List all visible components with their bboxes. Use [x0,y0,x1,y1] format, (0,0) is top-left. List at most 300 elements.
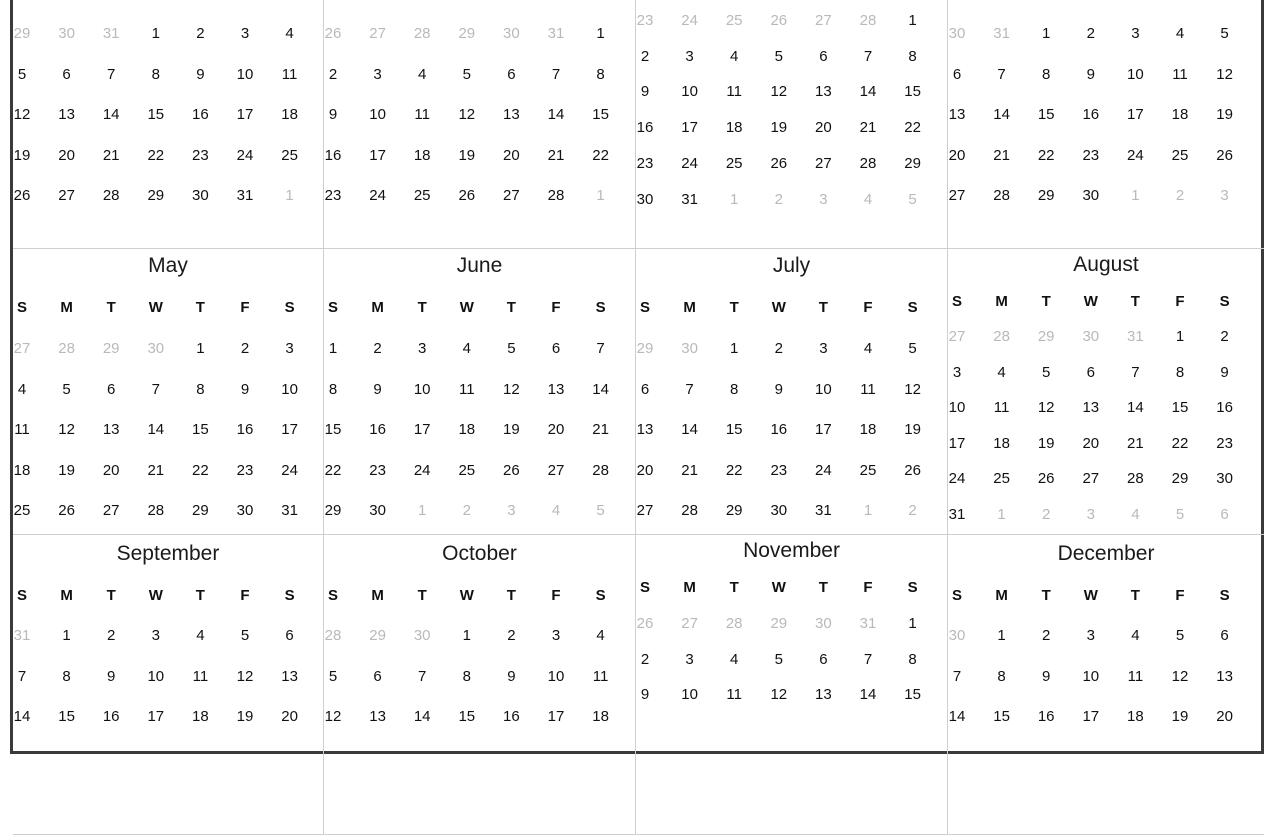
day-cell[interactable]: 15 [904,686,921,703]
day-cell-adjacent-month[interactable]: 5 [596,502,605,519]
day-cell-adjacent-month[interactable]: 31 [547,25,565,42]
day-cell[interactable]: 9 [774,380,783,398]
day-cell[interactable]: 1 [151,25,160,42]
day-cell[interactable]: 7 [107,65,116,83]
day-cell[interactable]: 28 [547,187,565,204]
day-cell[interactable]: 6 [373,667,382,685]
day-cell[interactable]: 15 [324,421,342,438]
day-cell[interactable]: 20 [102,461,120,479]
day-cell[interactable]: 29 [192,502,209,519]
day-cell[interactable]: 23 [192,146,209,164]
day-cell-adjacent-month[interactable]: 27 [13,340,31,357]
day-cell[interactable]: 25 [725,154,743,172]
day-cell[interactable]: 8 [196,380,205,398]
day-cell[interactable]: 2 [1042,627,1051,644]
day-cell[interactable]: 27 [948,187,966,204]
day-cell[interactable]: 21 [547,146,565,164]
day-cell[interactable]: 17 [681,119,698,137]
day-cell[interactable]: 10 [815,380,832,398]
day-cell[interactable]: 29 [147,187,165,204]
day-cell[interactable]: 5 [62,380,71,398]
day-cell[interactable]: 13 [1082,399,1100,416]
day-cell[interactable]: 26 [1037,470,1055,487]
day-cell[interactable]: 8 [730,380,739,398]
day-cell[interactable]: 24 [236,146,254,164]
day-cell-adjacent-month[interactable]: 29 [770,615,788,632]
day-cell[interactable]: 14 [948,708,966,725]
day-cell[interactable]: 16 [503,708,520,725]
day-cell-adjacent-month[interactable]: 27 [948,328,966,345]
day-cell[interactable]: 22 [592,146,609,164]
day-cell[interactable]: 14 [547,106,565,123]
day-cell[interactable]: 16 [324,146,342,164]
day-cell[interactable]: 29 [725,502,743,519]
day-cell-adjacent-month[interactable]: 26 [636,615,654,632]
day-cell[interactable]: 21 [102,146,120,164]
day-cell-adjacent-month[interactable]: 2 [774,190,783,208]
day-cell[interactable]: 4 [1131,627,1140,644]
day-cell[interactable]: 6 [551,340,561,357]
day-cell[interactable]: 9 [240,380,250,398]
day-cell[interactable]: 17 [815,421,832,438]
day-cell[interactable]: 22 [324,461,342,479]
day-cell[interactable]: 2 [196,25,205,42]
day-cell[interactable]: 4 [285,25,294,42]
day-cell-adjacent-month[interactable]: 30 [58,25,75,42]
day-cell[interactable]: 22 [147,146,165,164]
day-cell-adjacent-month[interactable]: 2 [908,502,917,519]
day-cell[interactable]: 5 [240,627,250,644]
day-cell-adjacent-month[interactable]: 28 [725,615,743,632]
day-cell[interactable]: 17 [948,434,966,452]
day-cell[interactable]: 15 [904,83,921,101]
day-cell[interactable]: 8 [151,65,160,83]
day-cell[interactable]: 28 [147,502,165,519]
day-cell[interactable]: 25 [458,461,476,479]
day-cell[interactable]: 31 [948,505,966,523]
day-cell-adjacent-month[interactable]: 6 [1220,505,1229,523]
day-cell[interactable]: 13 [102,421,120,438]
day-cell[interactable]: 6 [819,650,828,668]
day-cell[interactable]: 9 [1042,667,1051,685]
day-cell[interactable]: 14 [859,686,877,703]
day-cell[interactable]: 10 [281,380,298,398]
day-cell[interactable]: 15 [592,106,609,123]
day-cell[interactable]: 18 [1171,106,1189,123]
day-cell-adjacent-month[interactable]: 24 [681,12,698,29]
day-cell[interactable]: 7 [1131,363,1140,381]
day-cell[interactable]: 18 [993,434,1010,452]
day-cell[interactable]: 8 [1042,65,1051,83]
day-cell-adjacent-month[interactable]: 29 [636,340,654,357]
day-cell[interactable]: 10 [1082,667,1100,685]
day-cell[interactable]: 3 [952,363,962,381]
day-cell[interactable]: 29 [324,502,342,519]
day-cell[interactable]: 14 [993,106,1010,123]
day-cell[interactable]: 23 [324,187,342,204]
day-cell[interactable]: 13 [1216,667,1233,685]
day-cell[interactable]: 7 [551,65,561,83]
day-cell[interactable]: 19 [1171,708,1189,725]
day-cell[interactable]: 15 [725,421,743,438]
day-cell[interactable]: 7 [863,650,873,668]
day-cell[interactable]: 19 [1216,106,1233,123]
day-cell[interactable]: 6 [819,47,828,65]
day-cell[interactable]: 8 [462,667,471,685]
day-cell-adjacent-month[interactable]: 3 [819,190,828,208]
day-cell[interactable]: 21 [592,421,609,438]
day-cell[interactable]: 11 [14,421,30,438]
day-cell[interactable]: 30 [770,502,788,519]
day-cell[interactable]: 3 [1131,25,1140,42]
day-cell[interactable]: 5 [17,65,27,83]
day-cell[interactable]: 10 [1127,65,1144,83]
day-cell[interactable]: 8 [62,667,71,685]
day-cell[interactable]: 11 [592,667,609,685]
day-cell-adjacent-month[interactable]: 2 [1175,187,1185,204]
day-cell[interactable]: 18 [859,421,877,438]
day-cell[interactable]: 8 [908,650,917,668]
day-cell[interactable]: 20 [503,146,520,164]
day-cell[interactable]: 26 [58,502,75,519]
day-cell[interactable]: 16 [369,421,386,438]
day-cell[interactable]: 27 [102,502,120,519]
day-cell[interactable]: 1 [730,340,739,357]
day-cell[interactable]: 2 [1220,328,1229,345]
day-cell[interactable]: 2 [328,65,338,83]
day-cell[interactable]: 29 [1171,470,1189,487]
day-cell[interactable]: 18 [1127,708,1144,725]
day-cell[interactable]: 7 [997,65,1006,83]
day-cell[interactable]: 19 [904,421,921,438]
day-cell[interactable]: 10 [681,686,698,703]
day-cell[interactable]: 4 [730,650,739,668]
day-cell[interactable]: 1 [196,340,205,357]
day-cell[interactable]: 12 [58,421,75,438]
day-cell-adjacent-month[interactable]: 30 [1082,328,1100,345]
day-cell[interactable]: 27 [503,187,520,204]
day-cell[interactable]: 31 [681,190,698,208]
day-cell[interactable]: 20 [948,146,966,164]
day-cell[interactable]: 15 [458,708,476,725]
day-cell[interactable]: 25 [859,461,877,479]
day-cell-adjacent-month[interactable]: 28 [413,25,431,42]
day-cell[interactable]: 3 [551,627,561,644]
day-cell[interactable]: 2 [507,627,516,644]
day-cell[interactable]: 18 [13,461,31,479]
day-cell[interactable]: 1 [462,627,471,644]
day-cell[interactable]: 27 [636,502,654,519]
day-cell[interactable]: 3 [685,650,694,668]
day-cell[interactable]: 20 [281,708,298,725]
day-cell[interactable]: 11 [993,399,1010,416]
day-cell-adjacent-month[interactable]: 30 [147,340,165,357]
day-cell[interactable]: 1 [62,627,71,644]
day-cell[interactable]: 20 [636,461,654,479]
day-cell[interactable]: 14 [13,708,31,725]
day-cell[interactable]: 22 [1171,434,1189,452]
day-cell[interactable]: 24 [281,461,298,479]
day-cell[interactable]: 7 [685,380,694,398]
day-cell[interactable]: 15 [1171,399,1189,416]
day-cell[interactable]: 12 [13,106,31,123]
day-cell-adjacent-month[interactable]: 31 [1127,328,1144,345]
day-cell[interactable]: 25 [413,187,431,204]
day-cell-adjacent-month[interactable]: 27 [815,12,832,29]
day-cell[interactable]: 26 [458,187,476,204]
day-cell-adjacent-month[interactable]: 29 [369,627,386,644]
day-cell[interactable]: 30 [369,502,386,519]
day-cell[interactable]: 12 [904,380,921,398]
day-cell[interactable]: 4 [462,340,471,357]
day-cell[interactable]: 30 [636,190,654,208]
day-cell[interactable]: 21 [147,461,165,479]
day-cell[interactable]: 26 [503,461,520,479]
day-cell[interactable]: 1 [908,12,917,29]
day-cell-adjacent-month[interactable]: 30 [413,627,431,644]
day-cell[interactable]: 13 [58,106,75,123]
day-cell[interactable]: 15 [147,106,165,123]
day-cell[interactable]: 20 [58,146,75,164]
day-cell[interactable]: 24 [413,461,431,479]
day-cell[interactable]: 2 [1086,25,1095,42]
day-cell[interactable]: 12 [236,667,254,685]
day-cell-adjacent-month[interactable]: 29 [458,25,476,42]
day-cell[interactable]: 26 [770,154,788,172]
day-cell[interactable]: 3 [1086,627,1095,644]
day-cell-adjacent-month[interactable]: 30 [948,25,966,42]
day-cell[interactable]: 3 [418,340,427,357]
day-cell[interactable]: 28 [681,502,698,519]
day-cell[interactable]: 2 [107,627,116,644]
day-cell[interactable]: 5 [507,340,516,357]
day-cell-adjacent-month[interactable]: 28 [859,12,877,29]
day-cell[interactable]: 11 [459,380,475,398]
day-cell[interactable]: 16 [1082,106,1100,123]
day-cell[interactable]: 1 [328,340,338,357]
day-cell-adjacent-month[interactable]: 4 [863,190,873,208]
day-cell[interactable]: 10 [547,667,565,685]
day-cell[interactable]: 31 [236,187,254,204]
day-cell[interactable]: 28 [592,461,609,479]
day-cell-adjacent-month[interactable]: 29 [13,25,31,42]
day-cell[interactable]: 9 [373,380,382,398]
day-cell[interactable]: 30 [1082,187,1100,204]
day-cell[interactable]: 6 [62,65,71,83]
day-cell[interactable]: 30 [192,187,209,204]
day-cell[interactable]: 13 [636,421,654,438]
day-cell[interactable]: 6 [952,65,962,83]
day-cell[interactable]: 26 [13,187,31,204]
day-cell[interactable]: 30 [1216,470,1233,487]
day-cell[interactable]: 7 [151,380,160,398]
day-cell[interactable]: 11 [1172,65,1188,83]
day-cell[interactable]: 20 [547,421,565,438]
day-cell[interactable]: 14 [147,421,165,438]
day-cell-adjacent-month[interactable]: 1 [596,187,605,204]
day-cell-adjacent-month[interactable]: 29 [102,340,120,357]
day-cell[interactable]: 5 [774,650,783,668]
day-cell[interactable]: 28 [859,154,877,172]
day-cell[interactable]: 3 [373,65,382,83]
day-cell[interactable]: 15 [58,708,75,725]
day-cell[interactable]: 11 [281,65,298,83]
day-cell[interactable]: 1 [908,615,917,632]
day-cell[interactable]: 17 [147,708,165,725]
day-cell[interactable]: 13 [503,106,520,123]
day-cell[interactable]: 23 [770,461,788,479]
day-cell[interactable]: 20 [1082,434,1100,452]
day-cell[interactable]: 22 [1037,146,1055,164]
day-cell[interactable]: 19 [503,421,520,438]
day-cell[interactable]: 22 [725,461,743,479]
day-cell[interactable]: 24 [1127,146,1144,164]
day-cell[interactable]: 5 [908,340,917,357]
day-cell[interactable]: 24 [369,187,386,204]
day-cell[interactable]: 9 [328,106,338,123]
day-cell-adjacent-month[interactable]: 30 [948,627,966,644]
day-cell-adjacent-month[interactable]: 31 [13,627,31,644]
day-cell[interactable]: 12 [770,686,788,703]
day-cell[interactable]: 18 [281,106,298,123]
day-cell[interactable]: 27 [58,187,75,204]
day-cell[interactable]: 23 [1216,434,1233,452]
day-cell[interactable]: 9 [507,667,516,685]
day-cell[interactable]: 27 [815,154,832,172]
day-cell[interactable]: 1 [1175,328,1185,345]
day-cell[interactable]: 5 [1042,363,1051,381]
day-cell[interactable]: 4 [997,363,1006,381]
day-cell[interactable]: 28 [993,187,1010,204]
day-cell[interactable]: 7 [863,47,873,65]
day-cell[interactable]: 21 [1127,434,1144,452]
day-cell[interactable]: 24 [948,470,966,487]
day-cell[interactable]: 10 [147,667,165,685]
day-cell[interactable]: 31 [815,502,832,519]
day-cell[interactable]: 9 [1086,65,1095,83]
day-cell[interactable]: 4 [17,380,27,398]
day-cell[interactable]: 24 [815,461,832,479]
day-cell[interactable]: 13 [815,83,832,101]
day-cell[interactable]: 8 [596,65,605,83]
day-cell[interactable]: 21 [993,146,1010,164]
day-cell[interactable]: 2 [373,340,382,357]
day-cell[interactable]: 29 [904,154,921,172]
day-cell[interactable]: 1 [1042,25,1051,42]
day-cell[interactable]: 11 [414,106,430,123]
day-cell[interactable]: 3 [151,627,160,644]
day-cell[interactable]: 14 [413,708,431,725]
day-cell[interactable]: 14 [1127,399,1144,416]
day-cell[interactable]: 16 [102,708,120,725]
day-cell-adjacent-month[interactable]: 31 [859,615,877,632]
day-cell[interactable]: 10 [948,399,966,416]
day-cell[interactable]: 9 [196,65,205,83]
day-cell[interactable]: 6 [1220,627,1229,644]
day-cell[interactable]: 12 [1216,65,1233,83]
day-cell[interactable]: 14 [592,380,609,398]
day-cell[interactable]: 16 [770,421,788,438]
day-cell[interactable]: 7 [17,667,27,685]
day-cell[interactable]: 25 [281,146,298,164]
day-cell[interactable]: 27 [547,461,565,479]
day-cell[interactable]: 28 [102,187,120,204]
day-cell[interactable]: 19 [58,461,75,479]
day-cell-adjacent-month[interactable]: 30 [503,25,520,42]
day-cell[interactable]: 6 [107,380,116,398]
day-cell[interactable]: 9 [640,83,650,101]
day-cell[interactable]: 10 [413,380,431,398]
day-cell-adjacent-month[interactable]: 2 [1042,505,1051,523]
day-cell[interactable]: 19 [13,146,31,164]
day-cell-adjacent-month[interactable]: 29 [1037,328,1055,345]
day-cell[interactable]: 17 [1082,708,1100,725]
day-cell[interactable]: 11 [860,380,876,398]
day-cell[interactable]: 17 [1127,106,1144,123]
day-cell-adjacent-month[interactable]: 3 [1220,187,1229,204]
day-cell[interactable]: 5 [774,47,783,65]
day-cell[interactable]: 18 [725,119,743,137]
day-cell[interactable]: 24 [681,154,698,172]
day-cell-adjacent-month[interactable]: 31 [993,25,1010,42]
day-cell[interactable]: 4 [863,340,873,357]
day-cell-adjacent-month[interactable]: 30 [681,340,698,357]
day-cell[interactable]: 11 [1127,667,1144,685]
day-cell[interactable]: 28 [1127,470,1144,487]
day-cell[interactable]: 5 [462,65,471,83]
day-cell[interactable]: 16 [236,421,254,438]
day-cell[interactable]: 17 [369,146,386,164]
day-cell[interactable]: 2 [640,47,650,65]
day-cell[interactable]: 6 [285,627,294,644]
day-cell[interactable]: 7 [418,667,427,685]
day-cell[interactable]: 25 [993,470,1010,487]
day-cell[interactable]: 6 [640,380,650,398]
day-cell[interactable]: 4 [596,627,605,644]
day-cell[interactable]: 15 [192,421,209,438]
day-cell[interactable]: 7 [952,667,962,685]
day-cell[interactable]: 14 [681,421,698,438]
day-cell[interactable]: 19 [236,708,254,725]
day-cell-adjacent-month[interactable]: 26 [324,25,342,42]
day-cell[interactable]: 22 [192,461,209,479]
day-cell-adjacent-month[interactable]: 28 [993,328,1010,345]
day-cell-adjacent-month[interactable]: 26 [770,12,788,29]
day-cell[interactable]: 5 [328,667,338,685]
day-cell-adjacent-month[interactable]: 1 [730,190,739,208]
day-cell-adjacent-month[interactable]: 3 [1086,505,1095,523]
day-cell-adjacent-month[interactable]: 2 [462,502,471,519]
day-cell-adjacent-month[interactable]: 1 [1131,187,1140,204]
day-cell[interactable]: 15 [993,708,1010,725]
day-cell[interactable]: 5 [1175,627,1185,644]
day-cell[interactable]: 18 [592,708,609,725]
day-cell-adjacent-month[interactable]: 3 [507,502,516,519]
day-cell[interactable]: 13 [815,686,832,703]
day-cell[interactable]: 26 [904,461,921,479]
day-cell-adjacent-month[interactable]: 23 [636,12,654,29]
day-cell-adjacent-month[interactable]: 1 [418,502,427,519]
day-cell[interactable]: 21 [859,119,877,137]
day-cell[interactable]: 18 [192,708,209,725]
day-cell[interactable]: 5 [1220,25,1229,42]
day-cell[interactable]: 13 [369,708,386,725]
day-cell[interactable]: 14 [859,83,877,101]
day-cell[interactable]: 12 [770,83,788,101]
day-cell[interactable]: 12 [1171,667,1189,685]
day-cell[interactable]: 14 [102,106,120,123]
day-cell[interactable]: 21 [681,461,698,479]
